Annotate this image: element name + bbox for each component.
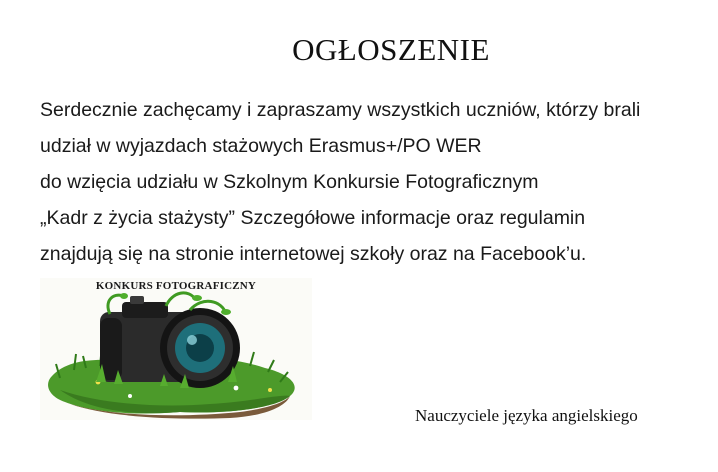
flower-dot [128,394,132,398]
body-line-2: udział w wyjazdach stażowych Erasmus+/PO WER [40,135,482,157]
flower-dot [234,386,239,391]
camera-on-grass-illustration [40,278,312,420]
poster-caption: KONKURS FOTOGRAFICZNY [95,280,257,292]
leaf [221,309,231,315]
leaf [192,295,202,301]
body-line-1: Serdecznie zachęcamy i zapraszamy wszystkich uczniów, którzy brali [40,99,641,121]
body-line-4: „Kadr z życia stażysty” Szczegółowe informacje oraz regulamin [40,207,586,229]
body-line-3: do wzięcia udziału w Szkolnym Konkursie Fotograficznym [40,171,539,193]
camera-button [130,296,144,304]
leaf [120,293,128,299]
contest-poster-image [40,278,312,420]
signature-teachers: Nauczyciele języka angielskiego [415,406,638,425]
page-title: OGŁOSZENIE [292,32,490,67]
lens-highlight [187,335,197,345]
camera-top [122,302,168,318]
flower-dot [268,388,272,392]
body-line-5: znajdują się na stronie internetowej szkoły oraz na Facebook’u. [40,243,587,265]
announcement-body [40,92,710,272]
